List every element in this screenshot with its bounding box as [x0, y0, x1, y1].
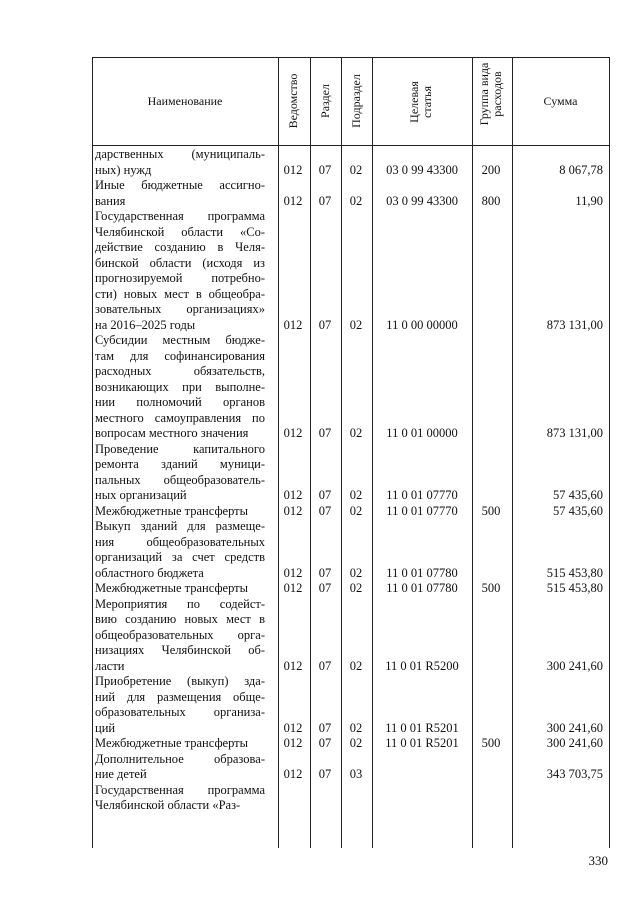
row-razdel: 07 [318, 488, 332, 502]
row-summa: 343 703,75 [546, 767, 603, 781]
header-gruppa [478, 54, 506, 134]
row-celevaya-statya: 11 0 01 R5200 [385, 658, 459, 673]
table-row [0, 783, 640, 814]
row-celevaya-statya: 11 0 01 07770 [386, 488, 458, 502]
row-name [95, 519, 265, 581]
row-vedomstvo: 012 [283, 317, 303, 332]
table-row [0, 736, 640, 752]
row-name-line: вания [95, 193, 126, 208]
row-name-line: Приобретение (выкуп) зда- [95, 674, 265, 688]
row-name-line: зовательных организациях» [95, 302, 265, 316]
row-celevaya-statya: 11 0 01 07770 [386, 503, 458, 518]
row-name [95, 442, 265, 504]
row-name [95, 147, 265, 178]
header-summa: Сумма [543, 94, 578, 108]
header-podrazdel: Подраздел [349, 74, 363, 128]
row-vedomstvo: 012 [283, 767, 303, 781]
table-row [0, 597, 640, 675]
row-name-line: расходных обязательств, [95, 364, 265, 378]
table-row [0, 147, 640, 178]
row-name-line: Межбюджетные трансферты [95, 581, 249, 595]
row-name [95, 674, 265, 736]
table-row [0, 674, 640, 736]
row-summa: 873 131,00 [546, 317, 603, 332]
row-celevaya-statya: 11 0 01 00000 [386, 426, 458, 440]
table-row [0, 178, 640, 209]
row-celevaya-statya: 11 0 01 R5201 [385, 736, 459, 750]
row-celevaya-statya: 03 0 99 43300 [386, 193, 458, 208]
header-celevaya-line1: Целевая [407, 81, 421, 123]
row-razdel: 07 [318, 426, 332, 440]
row-summa: 300 241,60 [546, 736, 603, 750]
row-vedomstvo: 012 [283, 162, 303, 177]
row-name-line: Субсидии местным бюдже- [95, 333, 265, 347]
row-name-line: общеобразовательных орга- [95, 627, 265, 642]
row-summa: 57 435,60 [553, 488, 603, 502]
row-vedomstvo: 012 [283, 581, 303, 595]
row-name [95, 597, 265, 675]
row-razdel: 07 [318, 317, 332, 332]
row-vedomstvo: 012 [283, 503, 303, 518]
row-name-line: вопросам местного значения [95, 426, 249, 440]
row-summa: 873 131,00 [546, 426, 603, 440]
row-podrazdel: 02 [349, 581, 363, 595]
row-gruppa-vida: 500 [481, 503, 501, 518]
row-name-line: Проведение капитального [95, 441, 265, 456]
row-summa: 57 435,60 [553, 503, 603, 518]
row-gruppa-vida: 500 [481, 581, 501, 595]
row-vedomstvo: 012 [283, 736, 303, 750]
header-celevaya-line2: статья [420, 86, 434, 118]
header-vedomstvo: Ведомство [286, 73, 300, 129]
row-podrazdel: 02 [349, 658, 363, 673]
table-row [0, 504, 640, 520]
row-name-line: Межбюджетные трансферты [95, 503, 249, 518]
row-name-line: ние детей [95, 767, 147, 781]
row-summa: 515 453,80 [546, 581, 603, 595]
row-razdel: 07 [318, 503, 332, 518]
row-name-line: организаций за счет средств [95, 550, 265, 564]
row-name-line: низациях Челябинской об- [95, 643, 265, 657]
row-name-line: там для софинансирования [95, 348, 265, 363]
row-podrazdel: 02 [349, 503, 363, 518]
row-celevaya-statya: 11 0 00 00000 [386, 317, 458, 332]
row-name [95, 752, 265, 783]
row-name-line: Дополнительное образова- [95, 751, 265, 766]
row-podrazdel: 02 [349, 193, 363, 208]
row-summa: 11,90 [575, 193, 603, 208]
page-number: 330 [588, 853, 608, 868]
row-podrazdel: 02 [349, 488, 363, 502]
row-summa: 8 067,78 [559, 162, 603, 177]
header-razdel: Раздел [318, 84, 332, 118]
header-gruppa-line2: расходов [490, 71, 504, 117]
row-razdel: 07 [318, 658, 332, 673]
row-name-line: Челябинской области «Со- [95, 224, 265, 239]
row-name [95, 581, 265, 597]
row-vedomstvo: 012 [283, 193, 303, 208]
row-razdel: 07 [318, 736, 332, 750]
row-name-line: Мероприятия по содейст- [95, 596, 265, 611]
row-celevaya-statya: 03 0 99 43300 [386, 162, 458, 177]
table-row [0, 581, 640, 597]
header-name: Наименование [147, 94, 223, 108]
row-name-line: Иные бюджетные ассигно- [95, 178, 265, 192]
row-name [95, 178, 265, 209]
row-vedomstvo: 012 [283, 426, 303, 440]
row-name-line: бинской области (исходя из [95, 255, 265, 270]
row-name-line: Межбюджетные трансферты [95, 736, 249, 750]
table-row [0, 752, 640, 783]
row-name-line: Выкуп зданий для размеще- [95, 519, 265, 533]
row-gruppa-vida: 500 [481, 736, 501, 750]
row-name-line: ций [95, 720, 116, 735]
row-name-line: Челябинской области «Раз- [95, 798, 241, 812]
row-name-line: Государственная программа [95, 209, 265, 223]
row-name-line: образовательных организа- [95, 705, 265, 719]
row-name-line: действие созданию в Челя- [95, 240, 265, 254]
row-podrazdel: 02 [349, 426, 363, 440]
header-bottom-border [92, 145, 610, 146]
row-name-line: дарственных (муниципаль- [95, 147, 265, 161]
row-razdel: 07 [318, 581, 332, 595]
row-name-line: прогнозируемой потребно- [95, 271, 265, 285]
row-gruppa-vida: 800 [481, 193, 501, 208]
row-name-line: сти) новых мест в общеобра- [95, 286, 265, 301]
row-name-line: ремонта зданий муници- [95, 457, 265, 471]
row-name [95, 783, 265, 814]
row-summa: 300 241,60 [546, 720, 603, 735]
row-vedomstvo: 012 [283, 488, 303, 502]
row-vedomstvo: 012 [283, 565, 303, 580]
row-razdel: 07 [318, 565, 332, 580]
row-podrazdel: 02 [349, 736, 363, 750]
row-name-line: нии полномочий органов [95, 395, 265, 409]
row-celevaya-statya: 11 0 01 07780 [386, 581, 458, 595]
row-razdel: 07 [318, 193, 332, 208]
row-name-line: Государственная программа [95, 782, 265, 797]
table-top-border [92, 57, 610, 58]
row-podrazdel: 02 [349, 317, 363, 332]
row-name [95, 209, 265, 333]
table-row [0, 442, 640, 504]
row-name-line: ных организаций [95, 488, 187, 502]
row-name-line: ласти [95, 658, 125, 673]
row-celevaya-statya: 11 0 01 07780 [386, 565, 458, 580]
row-name-line: ных) нужд [95, 162, 152, 177]
row-gruppa-vida: 200 [481, 162, 501, 177]
row-name [95, 504, 265, 520]
header-celevaya [408, 62, 436, 142]
row-podrazdel: 02 [349, 720, 363, 735]
row-podrazdel: 03 [349, 767, 363, 781]
row-podrazdel: 02 [349, 565, 363, 580]
header-gruppa-line1: Группа вида [477, 62, 491, 126]
row-summa: 515 453,80 [546, 565, 603, 580]
row-name [95, 736, 265, 752]
row-name-line: пальных общеобразователь- [95, 472, 265, 487]
row-vedomstvo: 012 [283, 720, 303, 735]
row-name [95, 333, 265, 442]
table-row [0, 519, 640, 581]
table-row [0, 209, 640, 333]
row-name-line: областного бюджета [95, 565, 204, 580]
row-razdel: 07 [318, 162, 332, 177]
row-razdel: 07 [318, 767, 332, 781]
row-vedomstvo: 012 [283, 658, 303, 673]
table-row [0, 333, 640, 442]
row-podrazdel: 02 [349, 162, 363, 177]
row-razdel: 07 [318, 720, 332, 735]
row-summa: 300 241,60 [546, 658, 603, 673]
row-name-line: возникающих при выполне- [95, 379, 265, 394]
row-name-line: на 2016–2025 годы [95, 317, 196, 332]
row-name-line: ния общеобразовательных [95, 534, 265, 549]
row-celevaya-statya: 11 0 01 R5201 [385, 720, 459, 735]
row-name-line: местного самоуправления по [95, 410, 265, 425]
row-name-line: вию созданию новых мест в [95, 612, 265, 626]
row-name-line: ний для размещения обще- [95, 689, 265, 704]
